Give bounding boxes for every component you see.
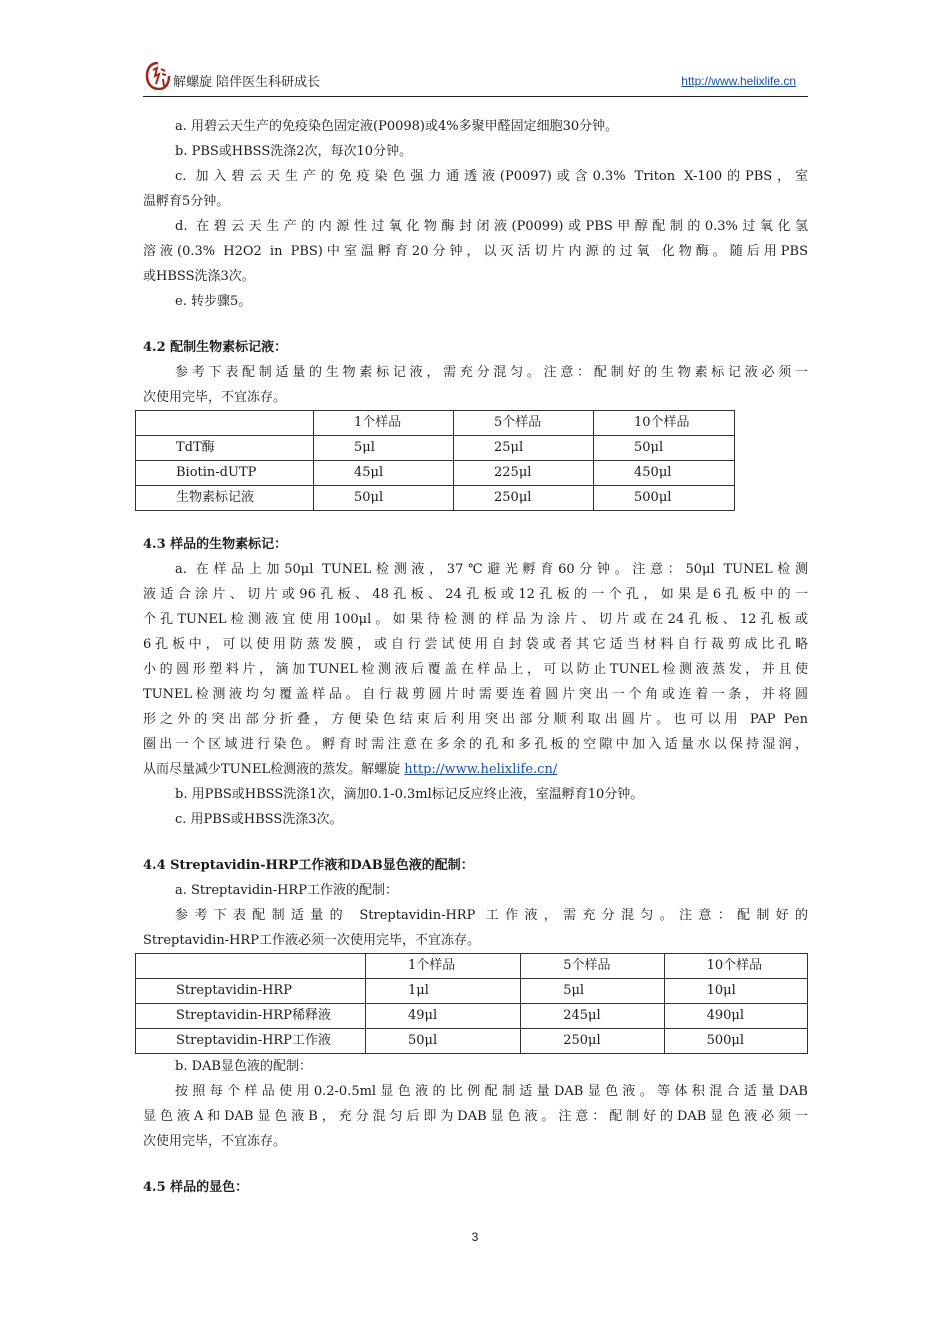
table-header-cell xyxy=(136,954,366,979)
header-url-link[interactable]: http://www.helixlife.cn xyxy=(681,74,796,88)
table-row xyxy=(136,486,735,511)
table-cell: 225μl xyxy=(454,461,594,486)
streptavidin-hrp-table xyxy=(135,953,808,1054)
step-4-1-c-line1: c. 加入碧云天生产的免疫染色强力通透液(P0097)或含0.3% Triton X-100的PBS，室 xyxy=(175,169,808,184)
section-4-3-a-line8: 圈出一个区域进行染色。孵育时需注意在多余的孔和多孔板的空隙中加入适量水以保持湿润， xyxy=(143,737,808,752)
table-cell: 5μl xyxy=(521,979,664,1004)
section-4-4-a: a. Streptavidin-HRP工作液的配制： xyxy=(175,883,398,898)
table-cell: 25μl xyxy=(454,436,594,461)
table-cell: 500μl xyxy=(664,1029,807,1054)
section-4-4-b-line2: 显色液A和DAB显色液B，充分混匀后即为DAB显色液。注意：配制好的DAB显色液必须一 xyxy=(143,1109,808,1124)
helixlife-link[interactable]: http://www.helixlife.cn/ xyxy=(404,762,558,777)
table-cell: 49μl xyxy=(366,1004,521,1029)
table-cell: 生物素标记液 xyxy=(136,486,314,511)
section-4-5-title: 4.5 样品的显色： xyxy=(143,1180,249,1195)
section-4-2-title: 4.2 配制生物素标记液： xyxy=(143,340,288,355)
table-row xyxy=(136,1029,808,1054)
step-4-1-a: a. 用碧云天生产的免疫染色固定液(P0098)或4%多聚甲醛固定细胞30分钟。 xyxy=(175,119,619,134)
section-4-4-b-line3: 次使用完毕，不宜冻存。 xyxy=(143,1134,287,1149)
table-header-row xyxy=(136,411,735,436)
table-cell: 5μl xyxy=(314,436,454,461)
table-cell: Streptavidin-HRP xyxy=(136,979,366,1004)
section-4-3-a-line2: 液适合涂片、切片或96孔板、48孔板、24孔板或12孔板的一个孔，如果是6孔板中的一 xyxy=(143,587,808,602)
page-content xyxy=(143,114,808,1200)
table-cell: 1μl xyxy=(366,979,521,1004)
page-header xyxy=(143,62,808,97)
table-cell: 450μl xyxy=(594,461,735,486)
table-header-cell: 1个样品 xyxy=(314,411,454,436)
table-cell: TdT酶 xyxy=(136,436,314,461)
table-cell: Streptavidin-HRP工作液 xyxy=(136,1029,366,1054)
table-row xyxy=(136,461,735,486)
table-header-cell xyxy=(136,411,314,436)
table-header-cell: 5个样品 xyxy=(454,411,594,436)
table-header-cell: 5个样品 xyxy=(521,954,664,979)
table-cell: 50μl xyxy=(366,1029,521,1054)
helixlife-logo-icon xyxy=(145,62,171,90)
section-4-3-b: b. 用PBS或HBSS洗涤1次，滴加0.1-0.3ml标记反应终止液，室温孵育10分钟。 xyxy=(175,787,644,802)
section-4-4-title: 4.4 Streptavidin-HRP工作液和DAB显色液的配制： xyxy=(143,858,474,873)
section-4-2-intro-line2: 次使用完毕，不宜冻存。 xyxy=(143,390,287,405)
section-4-3-a-line5: 小的圆形塑料片，滴加TUNEL检测液后覆盖在样品上，可以防止TUNEL检测液蒸发，并且使 xyxy=(143,662,808,677)
step-4-1-d-line1: d. 在碧云天生产的内源性过氧化物酶封闭液(P0099)或PBS甲醇配制的0.3%过氧化氢 xyxy=(175,219,808,234)
step-4-1-d-line3: 或HBSS洗涤3次。 xyxy=(143,269,255,284)
section-4-3-a-line3: 个孔TUNEL检测液宜使用100μl。如果待检测的样品为涂片、切片或在24孔板、12孔板或 xyxy=(143,612,808,627)
table-cell: 245μl xyxy=(521,1004,664,1029)
section-4-4-a-intro-line1: 参考下表配制适量的 Streptavidin-HRP 工作液，需充分混匀。注意：配制好的 xyxy=(175,908,808,923)
section-4-2-intro-line1: 参考下表配制适量的生物素标记液，需充分混匀。注意：配制好的生物素标记液必须一 xyxy=(175,365,808,380)
section-4-3-a-line6: TUNEL检测液均匀覆盖样品。自行裁剪圆片时需要连着圆片突出一个角或连着一条，并将圆 xyxy=(143,687,808,702)
table-cell: 250μl xyxy=(521,1029,664,1054)
table-header-cell: 10个样品 xyxy=(594,411,735,436)
section-4-4-b: b. DAB显色液的配制： xyxy=(175,1059,312,1074)
table-cell: 10μl xyxy=(664,979,807,1004)
section-4-3-a-line9 xyxy=(143,757,808,782)
table-row xyxy=(136,1004,808,1029)
table-row xyxy=(136,436,735,461)
table-row xyxy=(136,979,808,1004)
table-cell: 500μl xyxy=(594,486,735,511)
table-cell: 490μl xyxy=(664,1004,807,1029)
biotin-label-table xyxy=(135,410,735,511)
table-cell: Biotin-dUTP xyxy=(136,461,314,486)
page-number: 3 xyxy=(471,1230,479,1244)
table-header-cell: 10个样品 xyxy=(664,954,807,979)
step-4-1-b: b. PBS或HBSS洗涤2次，每次10分钟。 xyxy=(175,144,413,159)
table-cell: 50μl xyxy=(594,436,735,461)
brand-slogan: 解螺旋 陪伴医生科研成长 xyxy=(173,75,321,90)
table-header-cell: 1个样品 xyxy=(366,954,521,979)
step-4-1-c-line2: 温孵育5分钟。 xyxy=(143,194,230,209)
table-cell: Streptavidin-HRP稀释液 xyxy=(136,1004,366,1029)
section-4-4-b-line1: 按照每个样品使用0.2-0.5ml显色液的比例配制适量DAB显色液。等体积混合适量DAB xyxy=(175,1084,808,1099)
step-4-1-d-line2: 溶液(0.3% H2O2 in PBS)中室温孵育20分钟，以灭活切片内源的过氧 化物酶。随后用PBS xyxy=(143,244,808,259)
table-cell: 250μl xyxy=(454,486,594,511)
section-4-4-a-intro-line2: Streptavidin-HRP工作液必须一次使用完毕，不宜冻存。 xyxy=(143,933,480,948)
table-header-row xyxy=(136,954,808,979)
section-4-3-c: c. 用PBS或HBSS洗涤3次。 xyxy=(175,812,343,827)
section-4-3-a-line4: 6孔板中，可以使用防蒸发膜，或自行尝试使用自封袋或者其它适当材料自行裁剪成比孔略 xyxy=(143,637,808,652)
table-cell: 45μl xyxy=(314,461,454,486)
table-cell: 50μl xyxy=(314,486,454,511)
section-4-3-a-line1: a. 在样品上加50μl TUNEL检测液，37℃避光孵育60分钟。注意：50μl TUNEL检测 xyxy=(175,562,808,577)
section-4-3-title: 4.3 样品的生物素标记： xyxy=(143,537,288,552)
section-4-3-a-line9-text: 从而尽量减少TUNEL检测液的蒸发。解螺旋 xyxy=(143,762,405,777)
section-4-3-a-line7: 形之外的突出部分折叠，方便染色结束后利用突出部分顺利取出圆片。也可以用 PAP Pen xyxy=(143,712,808,727)
step-4-1-e: e. 转步骤5。 xyxy=(175,294,252,309)
